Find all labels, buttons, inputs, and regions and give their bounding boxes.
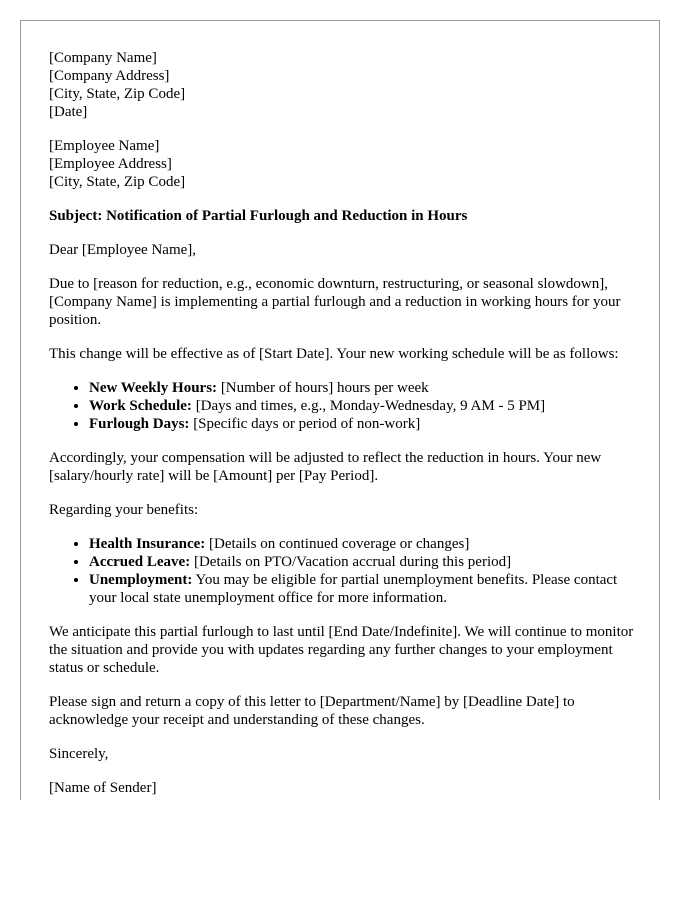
sender-company-address: [Company Address]	[49, 68, 170, 84]
list-item	[89, 535, 639, 553]
list-item-label: Accrued Leave:	[89, 554, 191, 570]
benefits-list	[49, 535, 639, 607]
paragraph-duration: We anticipate this partial furlough to last until [End Date/Indefinite]. We will continue to monitor the situation and provide you with updates regarding any further changes to your employment status or schedule.	[49, 624, 634, 676]
paragraph-benefits: Regarding your benefits:	[49, 502, 199, 518]
paragraph-intro: Due to [reason for reduction, e.g., economic downturn, restructuring, or seasonal slowdown], [Company Name] is implementing a partial furlough and a reduction in working hours for your position.	[49, 276, 621, 328]
sender-city-state-zip: [City, State, Zip Code]	[49, 86, 186, 102]
list-item-text: [Details on continued coverage or changes]	[205, 536, 470, 552]
list-item-text: [Days and times, e.g., Monday-Wednesday, 9 AM - 5 PM]	[191, 398, 546, 414]
list-item	[89, 397, 639, 415]
list-item	[89, 415, 639, 433]
recipient-address: [Employee Address]	[49, 156, 172, 172]
recipient-name: [Employee Name]	[49, 138, 160, 154]
sender-block	[49, 49, 639, 121]
list-item-label: Unemployment:	[89, 572, 193, 588]
list-item-label: New Weekly Hours:	[89, 380, 218, 396]
paragraph-schedule: This change will be effective as of [Start Date]. Your new working schedule will be as follows:	[49, 346, 619, 362]
letter-page	[20, 20, 660, 800]
salutation: Dear [Employee Name],	[49, 242, 197, 258]
subject-line: Subject: Notification of Partial Furlough and Reduction in Hours	[49, 208, 468, 224]
recipient-block	[49, 137, 639, 191]
list-item-text: [Details on PTO/Vacation accrual during this period]	[190, 554, 512, 570]
list-item-text: You may be eligible for partial unemployment benefits. Please contact your local state unemployment office for more information.	[89, 572, 618, 606]
list-item-label: Health Insurance:	[89, 536, 206, 552]
sender-company-name: [Company Name]	[49, 50, 157, 66]
letter-body	[49, 49, 639, 800]
paragraph-acknowledge: Please sign and return a copy of this letter to [Department/Name] by [Deadline Date] to acknowledge your receipt and understanding of these changes.	[49, 694, 575, 728]
letter-date: [Date]	[49, 104, 88, 120]
list-item	[89, 379, 639, 397]
paragraph-compensation: Accordingly, your compensation will be adjusted to reflect the reduction in hours. Your new [salary/hourly rate] will be [Amount] per [Pay Period].	[49, 450, 602, 484]
signature-name: [Name of Sender]	[49, 780, 157, 796]
list-item-label: Furlough Days:	[89, 416, 190, 432]
recipient-city-state-zip: [City, State, Zip Code]	[49, 174, 186, 190]
list-item	[89, 553, 639, 571]
list-item	[89, 571, 639, 607]
schedule-list	[49, 379, 639, 433]
list-item-label: Work Schedule:	[89, 398, 192, 414]
list-item-text: [Number of hours] hours per week	[217, 380, 429, 396]
closing: Sincerely,	[49, 746, 109, 762]
list-item-text: [Specific days or period of non-work]	[189, 416, 421, 432]
